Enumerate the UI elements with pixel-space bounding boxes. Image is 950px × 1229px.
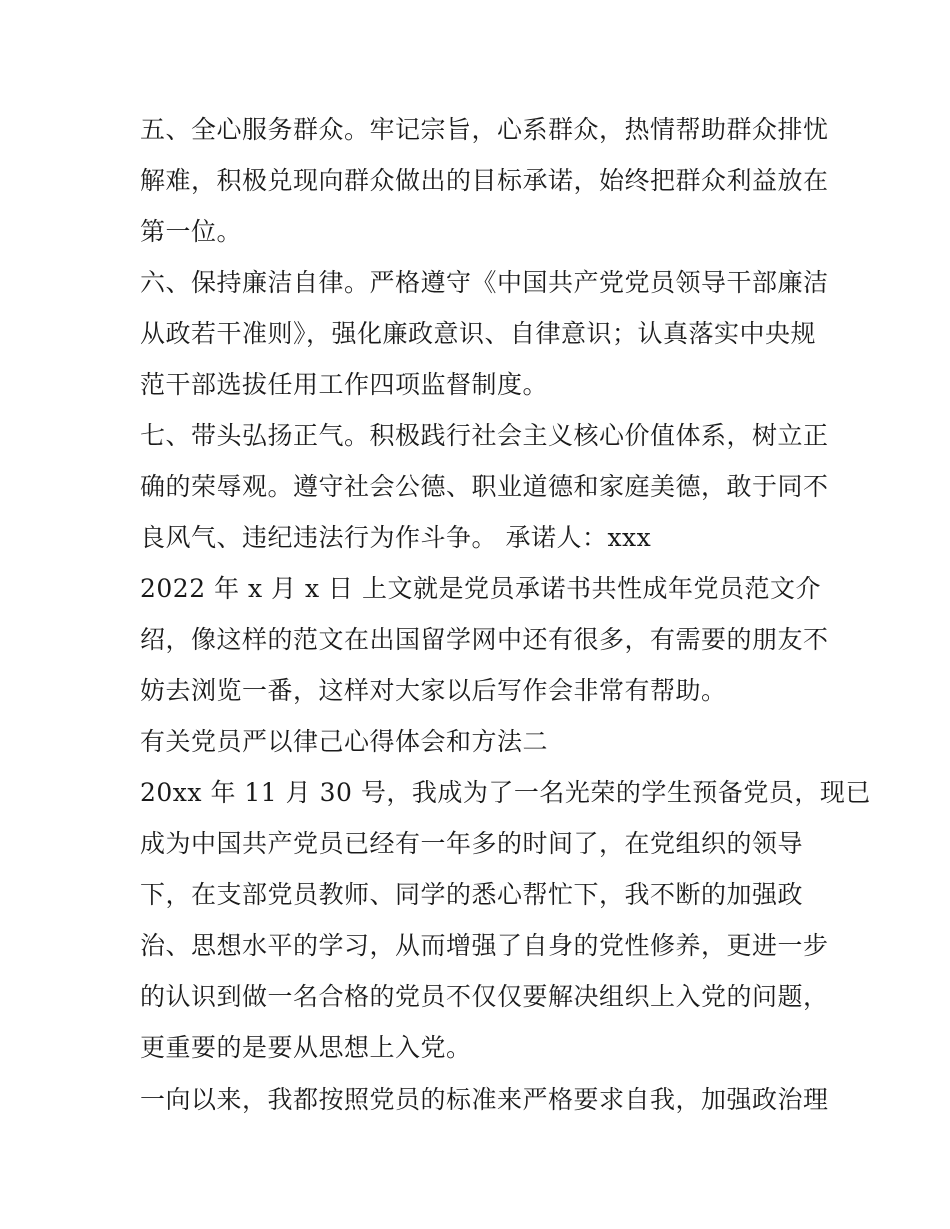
text-line: 五、全心服务群众。牢记宗旨，心系群众，热情帮助群众排忧 — [140, 115, 829, 144]
text-line: 绍，像这样的范文在出国留学网中还有很多，有需要的朋友不 — [140, 625, 829, 654]
text-line: 解难，积极兑现向群众做出的目标承诺，始终把群众利益放在 — [140, 166, 829, 195]
text-line: 良风气、违纪违法行为作斗争。 承诺人：xxx — [140, 523, 652, 552]
text-line: 从政若干准则》，强化廉政意识、自律意识；认真落实中央规 — [140, 319, 817, 348]
text-line: 妨去浏览一番，这样对大家以后写作会非常有帮助。 — [140, 676, 727, 705]
text-line: 更重要的是要从思想上入党。 — [140, 1033, 472, 1062]
text-line: 下，在支部党员教师、同学的悉心帮忙下，我不断的加强政 — [140, 880, 804, 909]
text-line: 七、带头弘扬正气。积极践行社会主义核心价值体系，树立正 — [140, 421, 829, 450]
text-line: 治、思想水平的学习，从而增强了自身的党性修养，更进一步 — [140, 931, 829, 960]
text-line: 范干部选拔任用工作四项监督制度。 — [140, 370, 549, 399]
section-heading: 有关党员严以律己心得体会和方法二 — [140, 727, 549, 756]
text-line: 的认识到做一名合格的党员不仅仅要解决组织上入党的问题， — [140, 982, 829, 1011]
text-line: 确的荣辱观。遵守社会公德、职业道德和家庭美德，敢于同不 — [140, 472, 829, 501]
text-line: 2022 年 x 月 x 日 上文就是党员承诺书共性成年党员范文介 — [140, 574, 822, 603]
text-line: 六、保持廉洁自律。严格遵守《中国共产党党员领导干部廉洁 — [140, 268, 829, 297]
text-line: 成为中国共产党员已经有一年多的时间了，在党组织的领导 — [140, 829, 804, 858]
text-line: 一向以来，我都按照党员的标准来严格要求自我，加强政治理 — [140, 1085, 829, 1114]
text-line: 20xx 年 11 月 30 号，我成为了一名光荣的学生预备党员，现已 — [140, 778, 871, 807]
text-line: 第一位。 — [140, 217, 243, 246]
